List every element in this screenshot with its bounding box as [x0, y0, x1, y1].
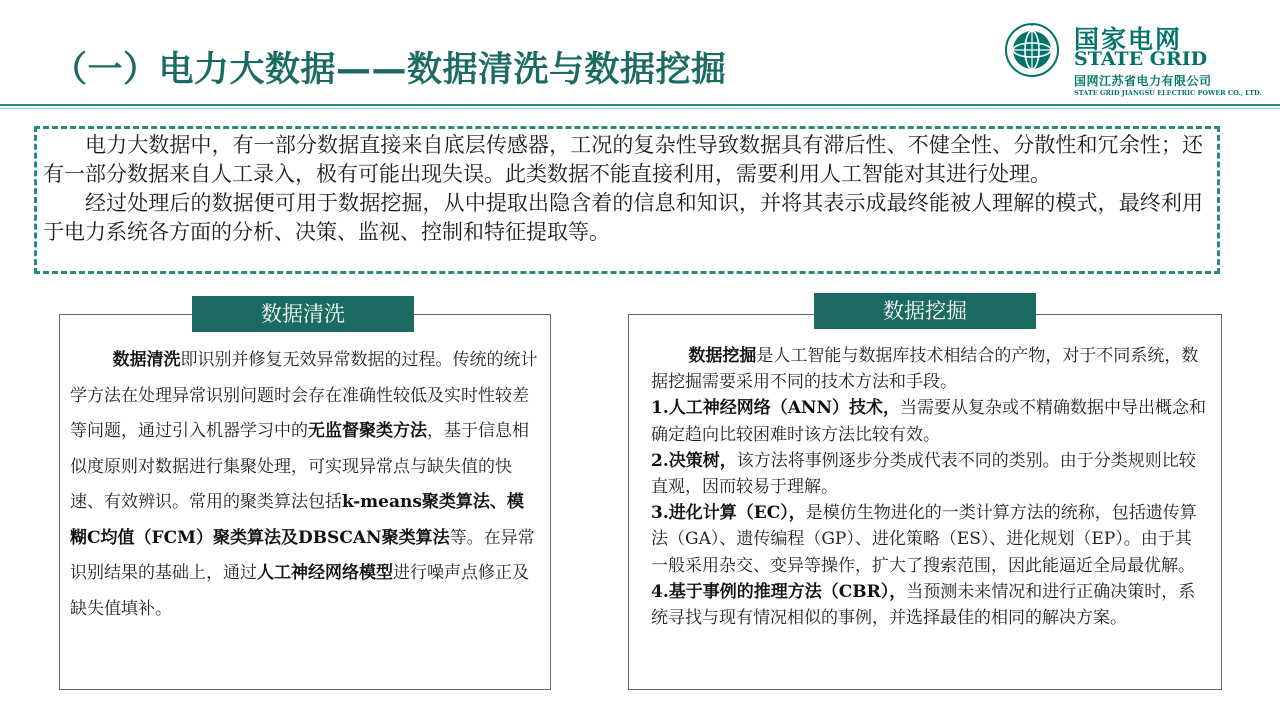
intro-paragraph-2: 经过处理后的数据便可用于数据挖掘，从中提取出隐含着的信息和知识，并将其表示成最终能被人理解的模式，最终利用于电力系统各方面的分析、决策、监视、控制和特征提取等。: [43, 191, 1203, 244]
state-grid-logo: [1004, 18, 1274, 104]
mining-item-text: 是模仿生物进化的一类计算方法的统称，包括遗传算法（GA）、遗传编程（GP）、进化策略（ES）、进化规划（EP）。由于其一般采用杂交、变异等操作，扩大了搜索范围，因此能逼近全局最优解。: [651, 503, 1197, 576]
mining-item-title: 1.人工神经网络（ANN）技术，: [651, 398, 901, 419]
header-divider: [0, 104, 1280, 106]
mining-item-title: 4.基于事例的推理方法（CBR），: [651, 581, 907, 602]
data-mining-panel: [628, 314, 1222, 690]
mining-item-text: 当预测未来情况和进行正确决策时，系统寻找与现有情况相似的事例，并选择最佳的相同的解决方案。: [651, 581, 1196, 629]
mining-lead-text: 是人工智能与数据库技术相结合的产物，对于不同系统，数据挖掘需要采用不同的技术方法和手段。: [651, 346, 1199, 393]
intro-box: [34, 126, 1220, 274]
logo-english-name: STATE GRID: [1074, 48, 1208, 70]
mining-item-cbr: [651, 579, 1207, 631]
mining-item-evolutionary: [651, 500, 1207, 579]
mining-term: 数据挖掘: [688, 346, 757, 366]
data-cleaning-text: [70, 343, 540, 627]
ann-model-term: 人工神经网络模型: [257, 563, 393, 583]
data-cleaning-panel: [59, 314, 551, 690]
data-mining-label: 数据挖掘: [814, 293, 1036, 329]
mining-item-title: 2.决策树，: [651, 450, 737, 471]
logo-company-chinese: 国网江苏省电力有限公司: [1074, 74, 1212, 88]
cleaning-text-1: 即识别并修复无效异常数据的过程。传统的统计学方法在处理异常识别问题时会存在准确性较低及实时性较差等问题，通过引入机器学习中的: [70, 350, 538, 441]
header-divider-thin: [0, 108, 1280, 109]
mining-item-decision-tree: [651, 448, 1207, 500]
mining-lead: [651, 343, 1207, 395]
slide-title: （一）电力大数据——数据清洗与数据挖掘: [52, 50, 727, 90]
logo-company-english: STATE GRID JIANGSU ELECTRIC POWER CO., LTD.: [1074, 89, 1262, 97]
mining-item-text: 该方法将事例逐步分类成代表不同的类别。由于分类规则比较直观，因而较易于理解。: [651, 450, 1196, 498]
intro-paragraph-1: 电力大数据中，有一部分数据直接来自底层传感器，工况的复杂性导致数据具有滞后性、不健全性、分散性和冗余性；还有一部分数据来自人工录入，极有可能出现失误。此类数据不能直接利用，需要利用人工智能对其进行处理。: [43, 133, 1203, 186]
cleaning-term: 数据清洗: [112, 350, 181, 370]
unsupervised-clustering-term: 无监督聚类方法: [308, 421, 427, 441]
cleaning-text-3: 等。在异常识别结果的基础上，通过: [70, 527, 535, 583]
state-grid-emblem-icon: [1004, 22, 1060, 78]
cleaning-text-4: 进行噪声点修正及缺失值填补。: [70, 563, 529, 619]
mining-item-title: 3.进化计算（EC），: [651, 503, 806, 524]
mining-item-ann: [651, 395, 1207, 447]
logo-chinese-name: 国家电网: [1074, 25, 1183, 54]
clustering-algorithms-term: k-means聚类算法、模糊C均值（FCM）聚类算法及DBSCAN聚类算法: [70, 492, 524, 548]
data-mining-text: [651, 343, 1207, 631]
mining-item-text: 当需要从复杂或不精确数据中导出概念和确定趋向比较困难时该方法比较有效。: [651, 398, 1207, 445]
data-cleaning-label: 数据清洗: [192, 296, 414, 332]
cleaning-text-2: ，基于信息相似度原则对数据进行集聚处理，可实现异常点与缺失值的快速、有效辨识。常用的聚类算法包括: [70, 421, 529, 512]
